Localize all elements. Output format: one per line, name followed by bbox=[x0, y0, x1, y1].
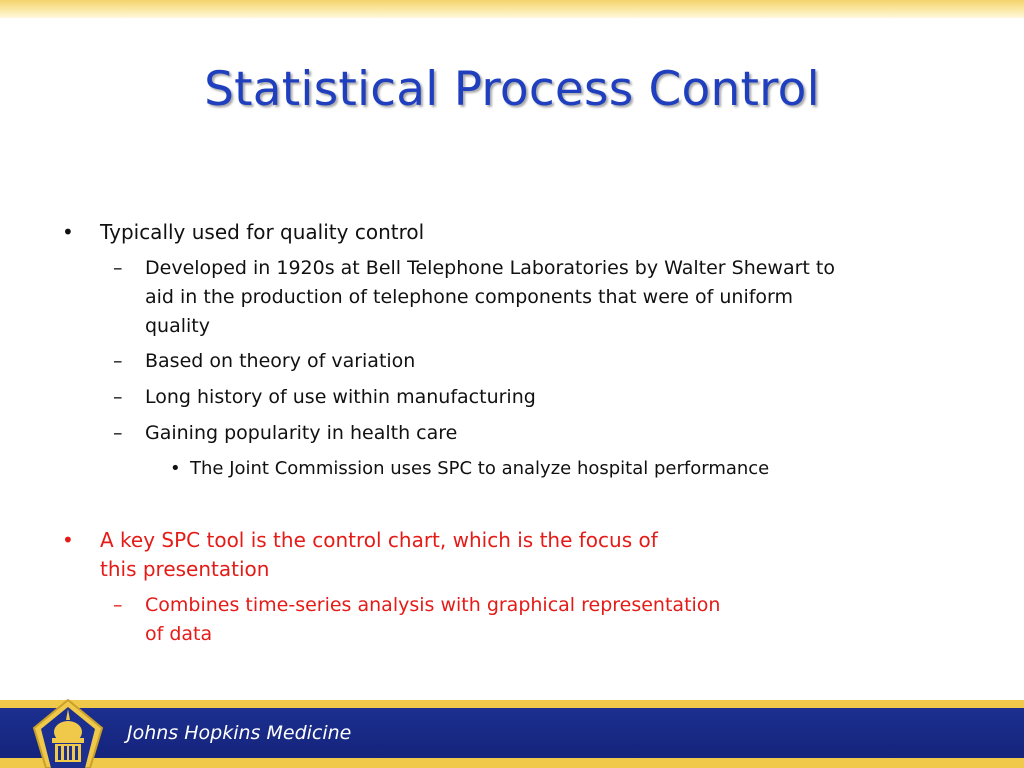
top-decorative-bar bbox=[0, 0, 1024, 18]
bullet-text-highlight: this presentation bbox=[100, 557, 270, 581]
footer-bottom-stripe bbox=[0, 758, 1024, 768]
sub-sub-bullet-marker: • bbox=[170, 458, 181, 479]
sub-bullet-text: Long history of use within manufacturing bbox=[145, 386, 536, 408]
sub-bullet-marker: – bbox=[113, 594, 123, 616]
sub-bullet-text: Based on theory of variation bbox=[145, 350, 416, 372]
dome-shield-icon bbox=[28, 698, 108, 768]
bullet-text-highlight: A key SPC tool is the control chart, which is the focus of bbox=[100, 528, 658, 552]
footer-organization-name: Johns Hopkins Medicine bbox=[127, 722, 352, 744]
sub-bullet-marker: – bbox=[113, 257, 123, 279]
sub-sub-bullet-text: The Joint Commission uses SPC to analyze hospital performance bbox=[190, 458, 770, 479]
sub-bullet-text: Gaining popularity in health care bbox=[145, 422, 458, 444]
slide-title: Statistical Process Control bbox=[204, 62, 820, 117]
bullet-marker: • bbox=[62, 220, 74, 244]
footer-gold-stripe bbox=[0, 700, 1024, 708]
bullet-text: Typically used for quality control bbox=[100, 220, 425, 244]
sub-bullet-text-highlight: of data bbox=[145, 623, 213, 645]
sub-bullet-marker: – bbox=[113, 350, 123, 372]
bullet-marker: • bbox=[62, 528, 74, 552]
sub-bullet-marker: – bbox=[113, 386, 123, 408]
sub-bullet-text-highlight: Combines time-series analysis with graphical representation bbox=[145, 594, 721, 616]
sub-bullet-marker: – bbox=[113, 422, 123, 444]
sub-bullet-text: Developed in 1920s at Bell Telephone Laboratories by Walter Shewart to bbox=[145, 257, 835, 279]
sub-bullet-text: aid in the production of telephone components that were of uniform bbox=[145, 286, 794, 308]
sub-bullet-text: quality bbox=[145, 315, 210, 337]
